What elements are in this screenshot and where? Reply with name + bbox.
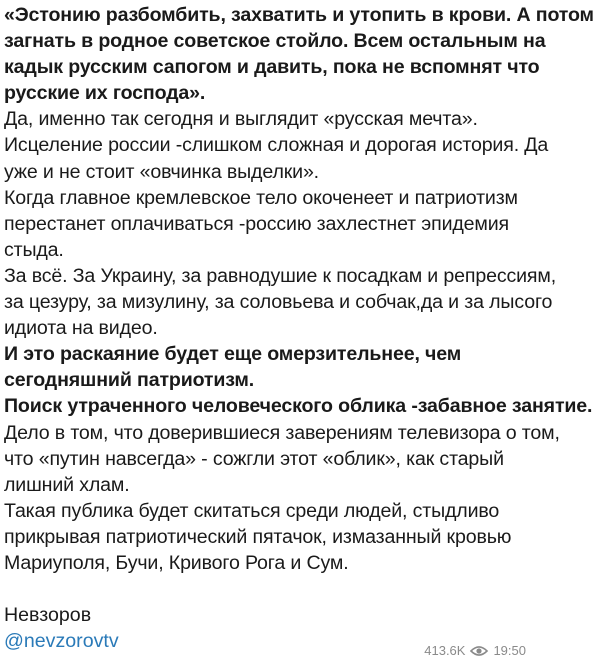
- post-text-line: идиота на видео.: [4, 317, 158, 340]
- post-text-line: стыда.: [4, 238, 64, 261]
- channel-link[interactable]: @nevzorovtv: [4, 630, 119, 653]
- post-meta: [424, 643, 526, 658]
- eye-icon: [470, 645, 488, 657]
- post-text-line: уже и не стоит «овчинка выделки».: [4, 160, 319, 183]
- post-text-line: За всё. За Украину, за равнодушие к посадкам и репрессиям,: [4, 264, 557, 287]
- post-text-line: перестанет оплачиваться -россию захлестнет эпидемия: [4, 212, 510, 235]
- spacer: [4, 576, 526, 602]
- post-body: [4, 2, 594, 654]
- post-text-line: лишний хлам.: [4, 473, 130, 496]
- post-text-line: Поиск утраченного человеческого облика -забавное занятие.: [4, 395, 593, 418]
- views-count: 413.6K: [424, 643, 466, 658]
- post-text-line: «Эстонию разбомбить, захватить и утопить в крови. А потом: [4, 4, 594, 26]
- post-text-line: прикрывая патриотический пятачок, измазанный кровью: [4, 525, 512, 548]
- post-text-line: Мариуполя, Бучи, Кривого Рога и Сум.: [4, 551, 349, 574]
- post-signature: Невзоров: [4, 604, 92, 627]
- post-text-line: загнать в родное советское стойло. Всем остальным на: [4, 30, 546, 53]
- post-text-line: что «путин навсегда» - сожгли этот «облик», как старый: [4, 447, 504, 470]
- post-text-line: за цезуру, за мизулину, за соловьева и собчак,да и за лысого: [4, 291, 553, 314]
- post-text-line: сегодняшний патриотизм.: [4, 369, 255, 392]
- post-text-line: кадык русским сапогом и давить, пока не вспомнят что: [4, 56, 540, 79]
- post-text-line: Да, именно так сегодня и выглядит «русская мечта».: [4, 108, 478, 131]
- post-text-line: русские их господа».: [4, 82, 206, 105]
- post-text-line: Исцеление россии -слишком сложная и дорогая история. Да: [4, 134, 549, 157]
- post-text-line: Дело в том, что доверившиеся заверениям телевизора о том,: [4, 421, 560, 444]
- post-text-line: И это раскаяние будет еще омерзительнее, чем: [4, 343, 462, 366]
- post-text-line: Такая публика будет скитаться среди людей, стыдливо: [4, 499, 500, 522]
- post-time: 19:50: [493, 643, 526, 658]
- post-text-line: Когда главное кремлевское тело окоченеет и патриотизм: [4, 186, 518, 209]
- post-text: [4, 2, 594, 576]
